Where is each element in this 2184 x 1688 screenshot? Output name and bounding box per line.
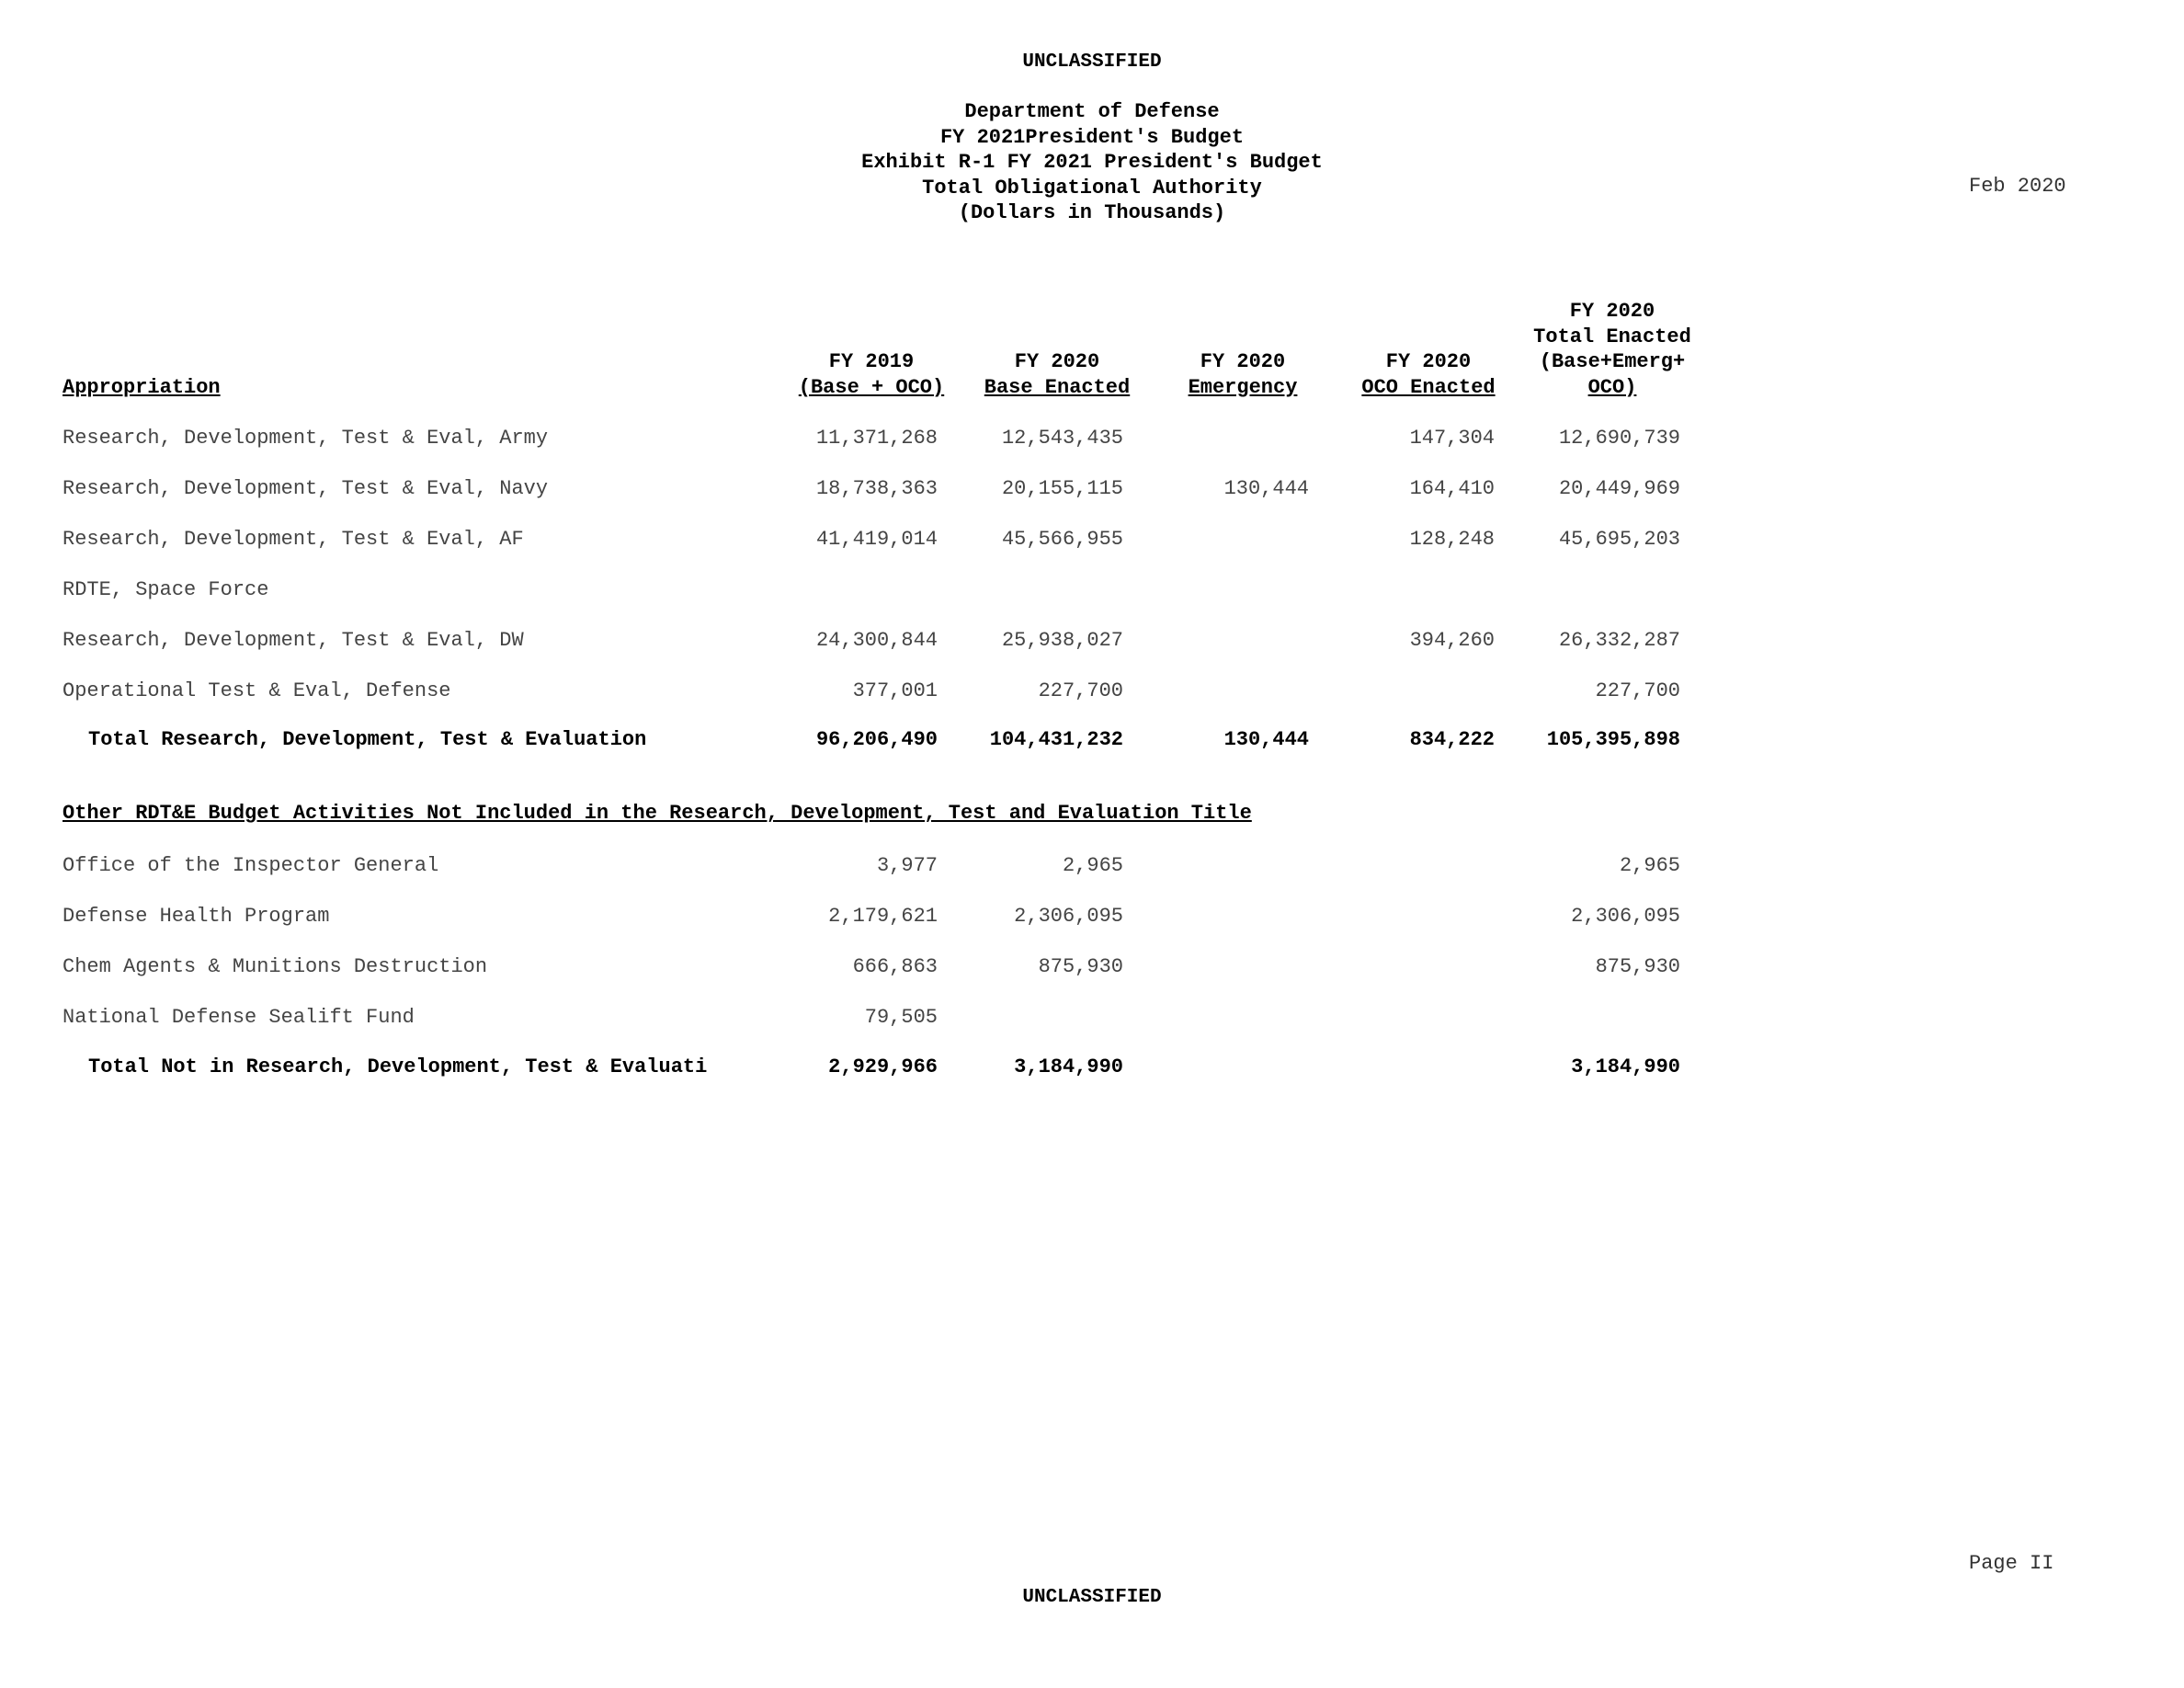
row-value-fy2020-oco: 394,260 [1409,629,1495,652]
row-value-fy2019: 79,505 [864,1006,938,1029]
row-value-fy2020-total: 2,965 [1619,854,1680,877]
total-value-fy2020-total: 3,184,990 [1571,1055,1680,1078]
row-label: Research, Development, Test & Eval, DW [63,629,524,652]
total-value-fy2020-base: 3,184,990 [1014,1055,1123,1078]
table-row [0,477,2184,505]
row-value-fy2020-oco: 147,304 [1409,427,1495,450]
table-row [0,955,2184,983]
table-row [0,854,2184,882]
row-value-fy2019: 377,001 [852,679,938,702]
header-units: (Dollars in Thousands) [958,201,1226,224]
row-label: Research, Development, Test & Eval, Navy [63,477,549,500]
row-value-fy2020-total: 45,695,203 [1558,528,1680,551]
row-label: Defense Health Program [63,905,330,928]
table-row [0,629,2184,656]
table-row [0,578,2184,606]
total-label: Total Research, Development, Test & Evaluation [88,728,647,751]
col-header-fy2020-emergency [1160,349,1325,400]
row-value-fy2020-emergency: 130,444 [1223,477,1309,500]
row-label: Research, Development, Test & Eval, AF [63,528,524,551]
row-value-fy2019: 18,738,363 [815,477,938,500]
row-value-fy2019: 24,300,844 [815,629,938,652]
total-value-fy2019: 2,929,966 [828,1055,938,1078]
col-header-appropriation [63,375,221,401]
row-value-fy2020-base: 12,543,435 [1001,427,1123,450]
row-value-fy2019: 41,419,014 [815,528,938,551]
total-value-fy2019: 96,206,490 [815,728,938,751]
report-date: Feb 2020 [1969,175,2066,198]
col-header-fy2019-line2: (Base + OCO) [798,375,945,399]
total-value-fy2020-base: 104,431,232 [989,728,1123,751]
row-value-fy2020-base: 45,566,955 [1001,528,1123,551]
header-toa: Total Obligational Authority [922,176,1262,200]
classification-top: UNCLASSIFIED [1022,51,1162,73]
header-department: Department of Defense [964,100,1220,123]
row-label: Operational Test & Eval, Defense [63,679,451,702]
total-value-fy2020-total: 105,395,898 [1546,728,1680,751]
row-value-fy2019: 666,863 [852,955,938,978]
row-value-fy2020-oco: 128,248 [1409,528,1495,551]
table-row [0,427,2184,454]
table-row [0,905,2184,932]
row-label: Chem Agents & Munitions Destruction [63,955,488,978]
total-label: Total Not in Research, Development, Test & Evaluati [88,1055,708,1078]
row-value-fy2020-total: 20,449,969 [1558,477,1680,500]
col-header-fy2020-emergency-line1: FY 2020 [1200,350,1286,373]
col-header-fy2020-base-line2: Base Enacted [984,375,1131,399]
row-value-fy2020-base: 25,938,027 [1001,629,1123,652]
row-value-fy2020-total: 2,306,095 [1571,905,1680,928]
row-value-fy2020-base: 875,930 [1038,955,1123,978]
row-value-fy2020-base: 20,155,115 [1001,477,1123,500]
row-value-fy2019: 3,977 [876,854,938,877]
col-header-fy2020-total-line3: (Base+Emerg+ [1539,350,1686,373]
total-value-fy2020-emergency: 130,444 [1223,728,1309,751]
row-label: Research, Development, Test & Eval, Army [63,427,549,450]
total-value-fy2020-oco: 834,222 [1409,728,1495,751]
total-row [0,728,2184,756]
table-row [0,1006,2184,1033]
col-header-fy2019-line1: FY 2019 [828,350,915,373]
table-row [0,528,2184,555]
col-header-fy2020-oco-line1: FY 2020 [1385,350,1472,373]
row-value-fy2020-total: 12,690,739 [1558,427,1680,450]
table-row [0,679,2184,707]
page-number: Page II [1969,1552,2054,1575]
row-value-fy2020-base: 2,965 [1062,854,1123,877]
row-label: National Defense Sealift Fund [63,1006,415,1029]
row-label: RDTE, Space Force [63,578,269,601]
col-header-fy2020-total [1530,299,1695,400]
row-value-fy2020-oco: 164,410 [1409,477,1495,500]
col-header-appropriation-label: Appropriation [63,376,221,399]
report-header [0,99,2184,226]
section-title: Other RDT&E Budget Activities Not Included in the Research, Development, Test and Evaluation Title [63,802,1252,825]
row-value-fy2019: 11,371,268 [815,427,938,450]
col-header-fy2020-emergency-line2: Emergency [1188,375,1298,399]
col-header-fy2020-total-line4: OCO) [1587,375,1637,399]
row-value-fy2019: 2,179,621 [828,905,938,928]
col-header-fy2020-total-line2: Total Enacted [1533,325,1691,348]
col-header-fy2020-base-line1: FY 2020 [1014,350,1100,373]
col-header-fy2020-oco [1346,349,1511,400]
header-exhibit: Exhibit R-1 FY 2021 President's Budget [861,151,1323,174]
row-value-fy2020-total: 875,930 [1595,955,1680,978]
col-header-fy2020-oco-line2: OCO Enacted [1361,375,1496,399]
total-row [0,1055,2184,1083]
row-value-fy2020-total: 26,332,287 [1558,629,1680,652]
row-value-fy2020-total: 227,700 [1595,679,1680,702]
col-header-fy2020-base [974,349,1140,400]
row-value-fy2020-base: 2,306,095 [1014,905,1123,928]
col-header-fy2019 [789,349,954,400]
classification-bottom: UNCLASSIFIED [1022,1587,1162,1608]
col-header-fy2020-total-line1: FY 2020 [1569,300,1655,323]
header-budget: FY 2021President's Budget [939,125,1245,149]
row-value-fy2020-base: 227,700 [1038,679,1123,702]
row-label: Office of the Inspector General [63,854,439,877]
